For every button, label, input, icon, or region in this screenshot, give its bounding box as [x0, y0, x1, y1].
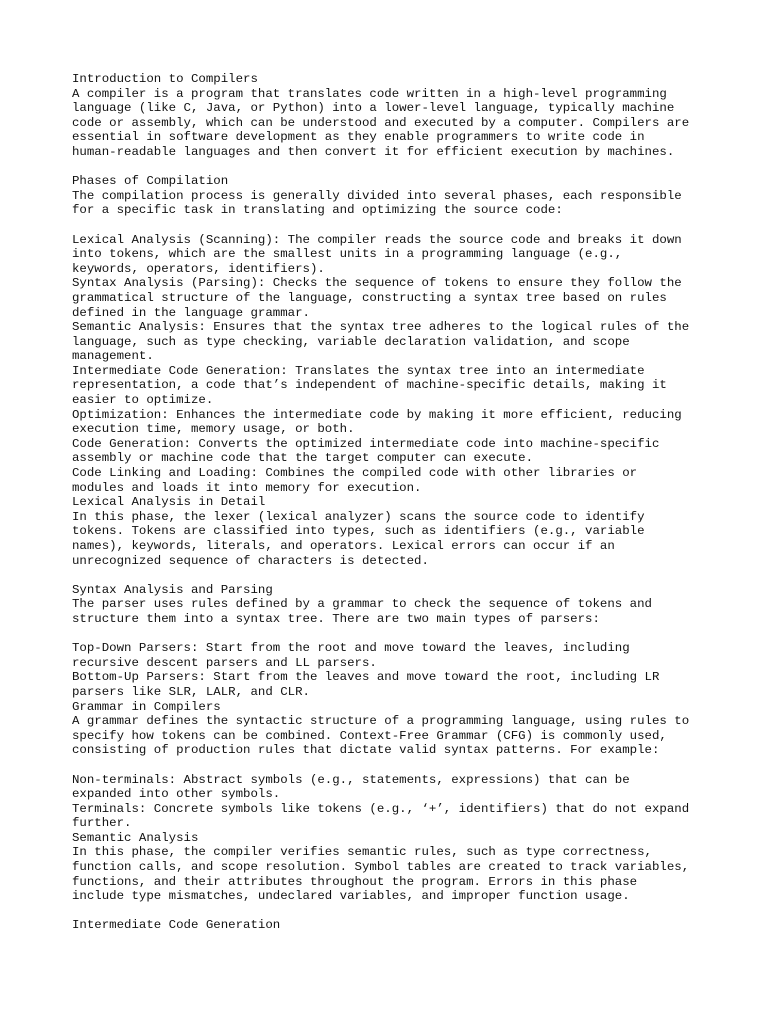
lexical-paragraph — [72, 510, 712, 568]
list-line: Semantic Analysis: Ensures that the syntax tree adheres to the logical rules of the — [72, 320, 690, 335]
blank-line — [72, 758, 712, 773]
list-line: execution time, memory usage, or both. — [72, 422, 355, 437]
paragraph-line: In this phase, the compiler verifies semantic rules, such as type correctness, — [72, 845, 652, 860]
section-heading-grammar: Grammar in Compilers — [72, 699, 221, 714]
intro-paragraph — [72, 87, 712, 160]
paragraph-line: functions, and their attributes throughout the program. Errors in this phase — [72, 874, 638, 889]
grammar-paragraph — [72, 714, 712, 758]
semantic-paragraph — [72, 845, 712, 903]
section-heading-introduction: Introduction to Compilers — [72, 72, 258, 86]
list-line: further. — [72, 816, 132, 831]
document-page — [72, 72, 712, 933]
phases-list — [72, 233, 712, 496]
list-line: expanded into other symbols. — [72, 787, 281, 802]
paragraph-line: tokens. Tokens are classified into types, such as identifiers (e.g., variable — [72, 524, 645, 539]
blank-line — [72, 627, 712, 642]
paragraph-line: include type mismatches, undeclared variables, and improper function usage. — [72, 889, 630, 904]
list-line: keywords, operators, identifiers). — [72, 261, 325, 276]
list-line: language, such as type checking, variable declaration validation, and scope — [72, 334, 630, 349]
blank-line — [72, 904, 712, 919]
paragraph-line: essential in software development as they enable programmers to write code in — [72, 130, 645, 145]
paragraph-line: In this phase, the lexer (lexical analyzer) scans the source code to identify — [72, 509, 645, 524]
section-heading-phases: Phases of Compilation — [72, 174, 229, 189]
blank-line — [72, 160, 712, 175]
section-heading-syntax: Syntax Analysis and Parsing — [72, 582, 273, 597]
section-heading-lexical: Lexical Analysis in Detail — [72, 495, 266, 510]
list-line: Terminals: Concrete symbols like tokens (e.g., ‘+’, identifiers) that do not expand — [72, 801, 690, 816]
list-line: Lexical Analysis (Scanning): The compiler reads the source code and breaks it down — [72, 232, 682, 247]
paragraph-line: names), keywords, literals, and operators. Lexical errors can occur if an — [72, 539, 615, 553]
paragraph-line: A grammar defines the syntactic structure of a programming language, using rules to — [72, 714, 690, 729]
list-line: grammatical structure of the language, constructing a syntax tree based on rules — [72, 290, 667, 305]
list-line: Optimization: Enhances the intermediate code by making it more efficient, reducing — [72, 407, 682, 422]
paragraph-line: unrecognized sequence of characters is detected. — [72, 553, 429, 568]
paragraph-line: function calls, and scope resolution. Symbol tables are created to track variables, — [72, 860, 690, 875]
paragraph-line: for a specific task in translating and optimizing the source code: — [72, 203, 563, 218]
list-line: Non-terminals: Abstract symbols (e.g., statements, expressions) that can be — [72, 772, 630, 787]
blank-line — [72, 218, 712, 233]
section-heading-intermediate-code: Intermediate Code Generation — [72, 918, 281, 933]
paragraph-line: language (like C, Java, or Python) into a lower-level language, typically machine — [72, 101, 675, 116]
list-line: Intermediate Code Generation: Translates the syntax tree into an intermediate — [72, 363, 645, 378]
list-line: Code Linking and Loading: Combines the compiled code with other libraries or — [72, 466, 638, 481]
terms-list — [72, 773, 712, 831]
paragraph-line: human-readable languages and then convert it for efficient execution by machines. — [72, 144, 675, 159]
section-heading-semantic: Semantic Analysis — [72, 830, 199, 845]
list-line: assembly or machine code that the target computer can execute. — [72, 451, 534, 466]
list-line: into tokens, which are the smallest units in a programming language (e.g., — [72, 247, 623, 262]
list-line: easier to optimize. — [72, 393, 214, 408]
list-line: recursive descent parsers and LL parsers. — [72, 655, 377, 670]
paragraph-line: code or assembly, which can be understood and executed by a computer. Compilers are — [72, 115, 690, 130]
paragraph-line: consisting of production rules that dictate valid syntax patterns. For example: — [72, 743, 660, 758]
blank-line — [72, 568, 712, 583]
list-line: management. — [72, 349, 154, 364]
list-line: defined in the language grammar. — [72, 305, 310, 320]
list-line: Bottom-Up Parsers: Start from the leaves and move toward the root, including LR — [72, 670, 660, 685]
syntax-paragraph — [72, 597, 712, 626]
paragraph-line: structure them into a syntax tree. There are two main types of parsers: — [72, 611, 600, 626]
list-line: Top-Down Parsers: Start from the root and move toward the leaves, including — [72, 641, 630, 656]
list-line: parsers like SLR, LALR, and CLR. — [72, 684, 310, 699]
list-line: Syntax Analysis (Parsing): Checks the sequence of tokens to ensure they follow the — [72, 276, 682, 291]
list-line: modules and loads it into memory for execution. — [72, 480, 422, 495]
parsers-list — [72, 641, 712, 699]
paragraph-line: The compilation process is generally divided into several phases, each responsible — [72, 188, 682, 203]
list-line: Code Generation: Converts the optimized intermediate code into machine-specific — [72, 436, 660, 451]
list-line: representation, a code that’s independent of machine-specific details, making it — [72, 378, 667, 393]
paragraph-line: specify how tokens can be combined. Context-Free Grammar (CFG) is commonly used, — [72, 728, 667, 743]
phases-paragraph — [72, 189, 712, 218]
paragraph-line: The parser uses rules defined by a grammar to check the sequence of tokens and — [72, 597, 652, 612]
paragraph-line: A compiler is a program that translates code written in a high-level programming — [72, 86, 667, 101]
